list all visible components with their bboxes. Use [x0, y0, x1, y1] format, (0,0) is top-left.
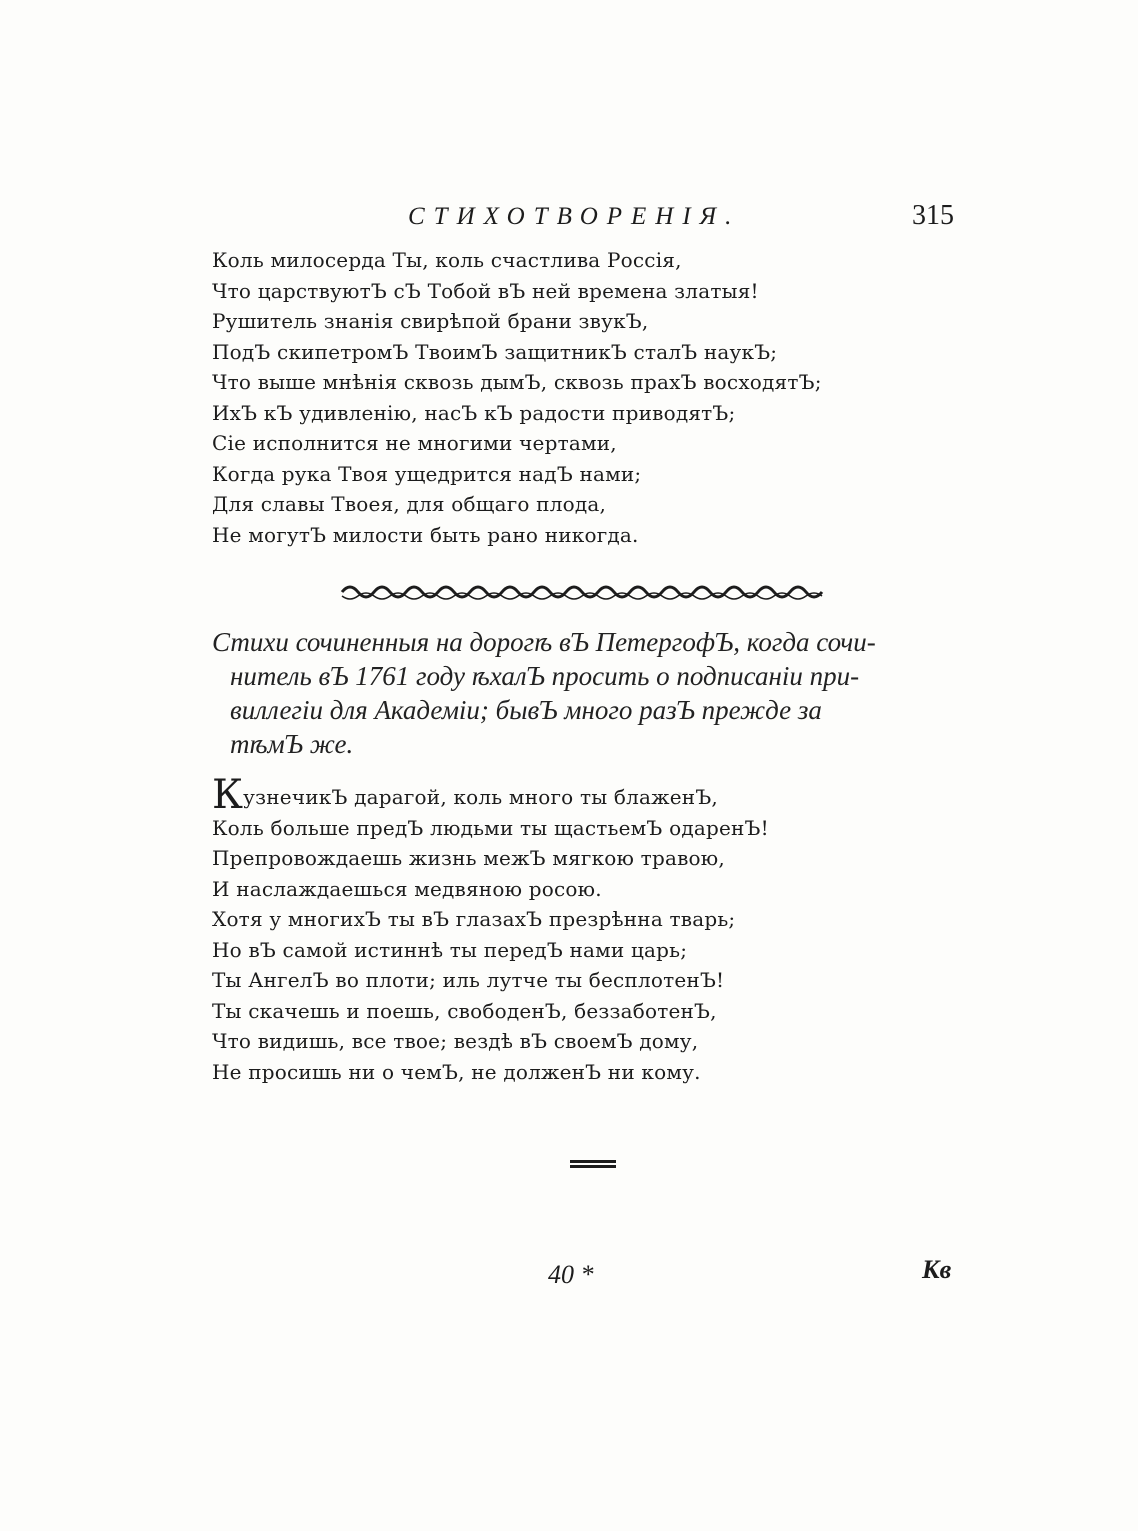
verse-line: Рушитель знанія свирѣпой брани звукЪ, — [212, 309, 649, 333]
verse-line: Коль милосерда Ты, коль счастлива Россія, — [212, 248, 682, 272]
rule-line — [570, 1160, 616, 1163]
poem-title — [212, 625, 962, 761]
verse-line: Хотя у многихЪ ты вЪ глазахЪ презрѣнна тварь; — [212, 907, 736, 931]
poem-stanza-2 — [212, 772, 769, 1087]
ornamental-divider — [340, 580, 824, 604]
verse-line: И наслаждаешься медвяною росою. — [212, 876, 602, 901]
verse-line: Для славы Твоея, для общаго плода, — [212, 492, 607, 516]
verse-line: Коль больше предЪ людьми ты щастьемЪ одаренЪ! — [212, 815, 769, 840]
verse-line: Ты скачешь и поешь, свободенЪ, беззаботенЪ, — [212, 998, 717, 1023]
verse-line: Ты АнгелЪ во плоти; иль лутче ты бесплотенЪ! — [212, 968, 725, 992]
verse-line: Не просишь ни о чемЪ, не долженЪ ни кому. — [212, 1059, 701, 1084]
verse-line: Что выше мнѣнія сквозь дымЪ, сквозь прахЪ восходятЪ; — [212, 370, 822, 394]
poem-title-line: тѣмЪ же. — [230, 729, 354, 759]
verse-line: Что царствуютЪ сЪ Тобой вЪ ней времена златыя! — [212, 278, 759, 303]
poem-stanza-1 — [212, 245, 822, 550]
verse-line — [212, 772, 769, 818]
drop-cap: К — [212, 772, 244, 818]
verse-line: Не могутЪ милости быть рано никогда. — [212, 522, 639, 547]
poem-title-line: виллегіи для Академіи; бывЪ много разЪ прежде за — [230, 695, 822, 725]
verse-line: ПодЪ скипетромЪ ТвоимЪ защитникЪ сталЪ наукЪ; — [212, 339, 778, 364]
page-number: 315 — [912, 200, 954, 231]
verse-line: ИхЪ кЪ удивленію, насЪ кЪ радости приводятЪ; — [212, 400, 736, 425]
verse-line: Препровождаешь жизнь межЪ мягкою травою, — [212, 846, 725, 870]
verse-line: Что видишь, все твое; вездѣ вЪ своемЪ дому, — [212, 1029, 699, 1053]
signature-mark: 40 * — [548, 1260, 594, 1289]
catchword: Кв — [922, 1255, 952, 1284]
verse-line: Когда рука Твоя ущедрится надЪ нами; — [212, 461, 642, 486]
verse-line: Но вЪ самой истиннѣ ты передЪ нами царь; — [212, 937, 688, 962]
verse-line: Сіе исполнится не многими чертами, — [212, 431, 617, 455]
end-rule — [570, 1160, 616, 1174]
rule-line — [570, 1165, 616, 1168]
verse-line-rest: узнечикЪ дарагой, коль много ты блаженЪ, — [243, 785, 718, 809]
running-head: СТИХОТВОРЕНІЯ. — [408, 203, 741, 230]
poem-title-line: Стихи сочиненныя на дорогѣ вЪ ПетергофЪ, когда сочи- — [212, 627, 876, 657]
poem-title-line: нитель вЪ 1761 году ѣхалЪ просить о подписаніи при- — [230, 661, 860, 691]
